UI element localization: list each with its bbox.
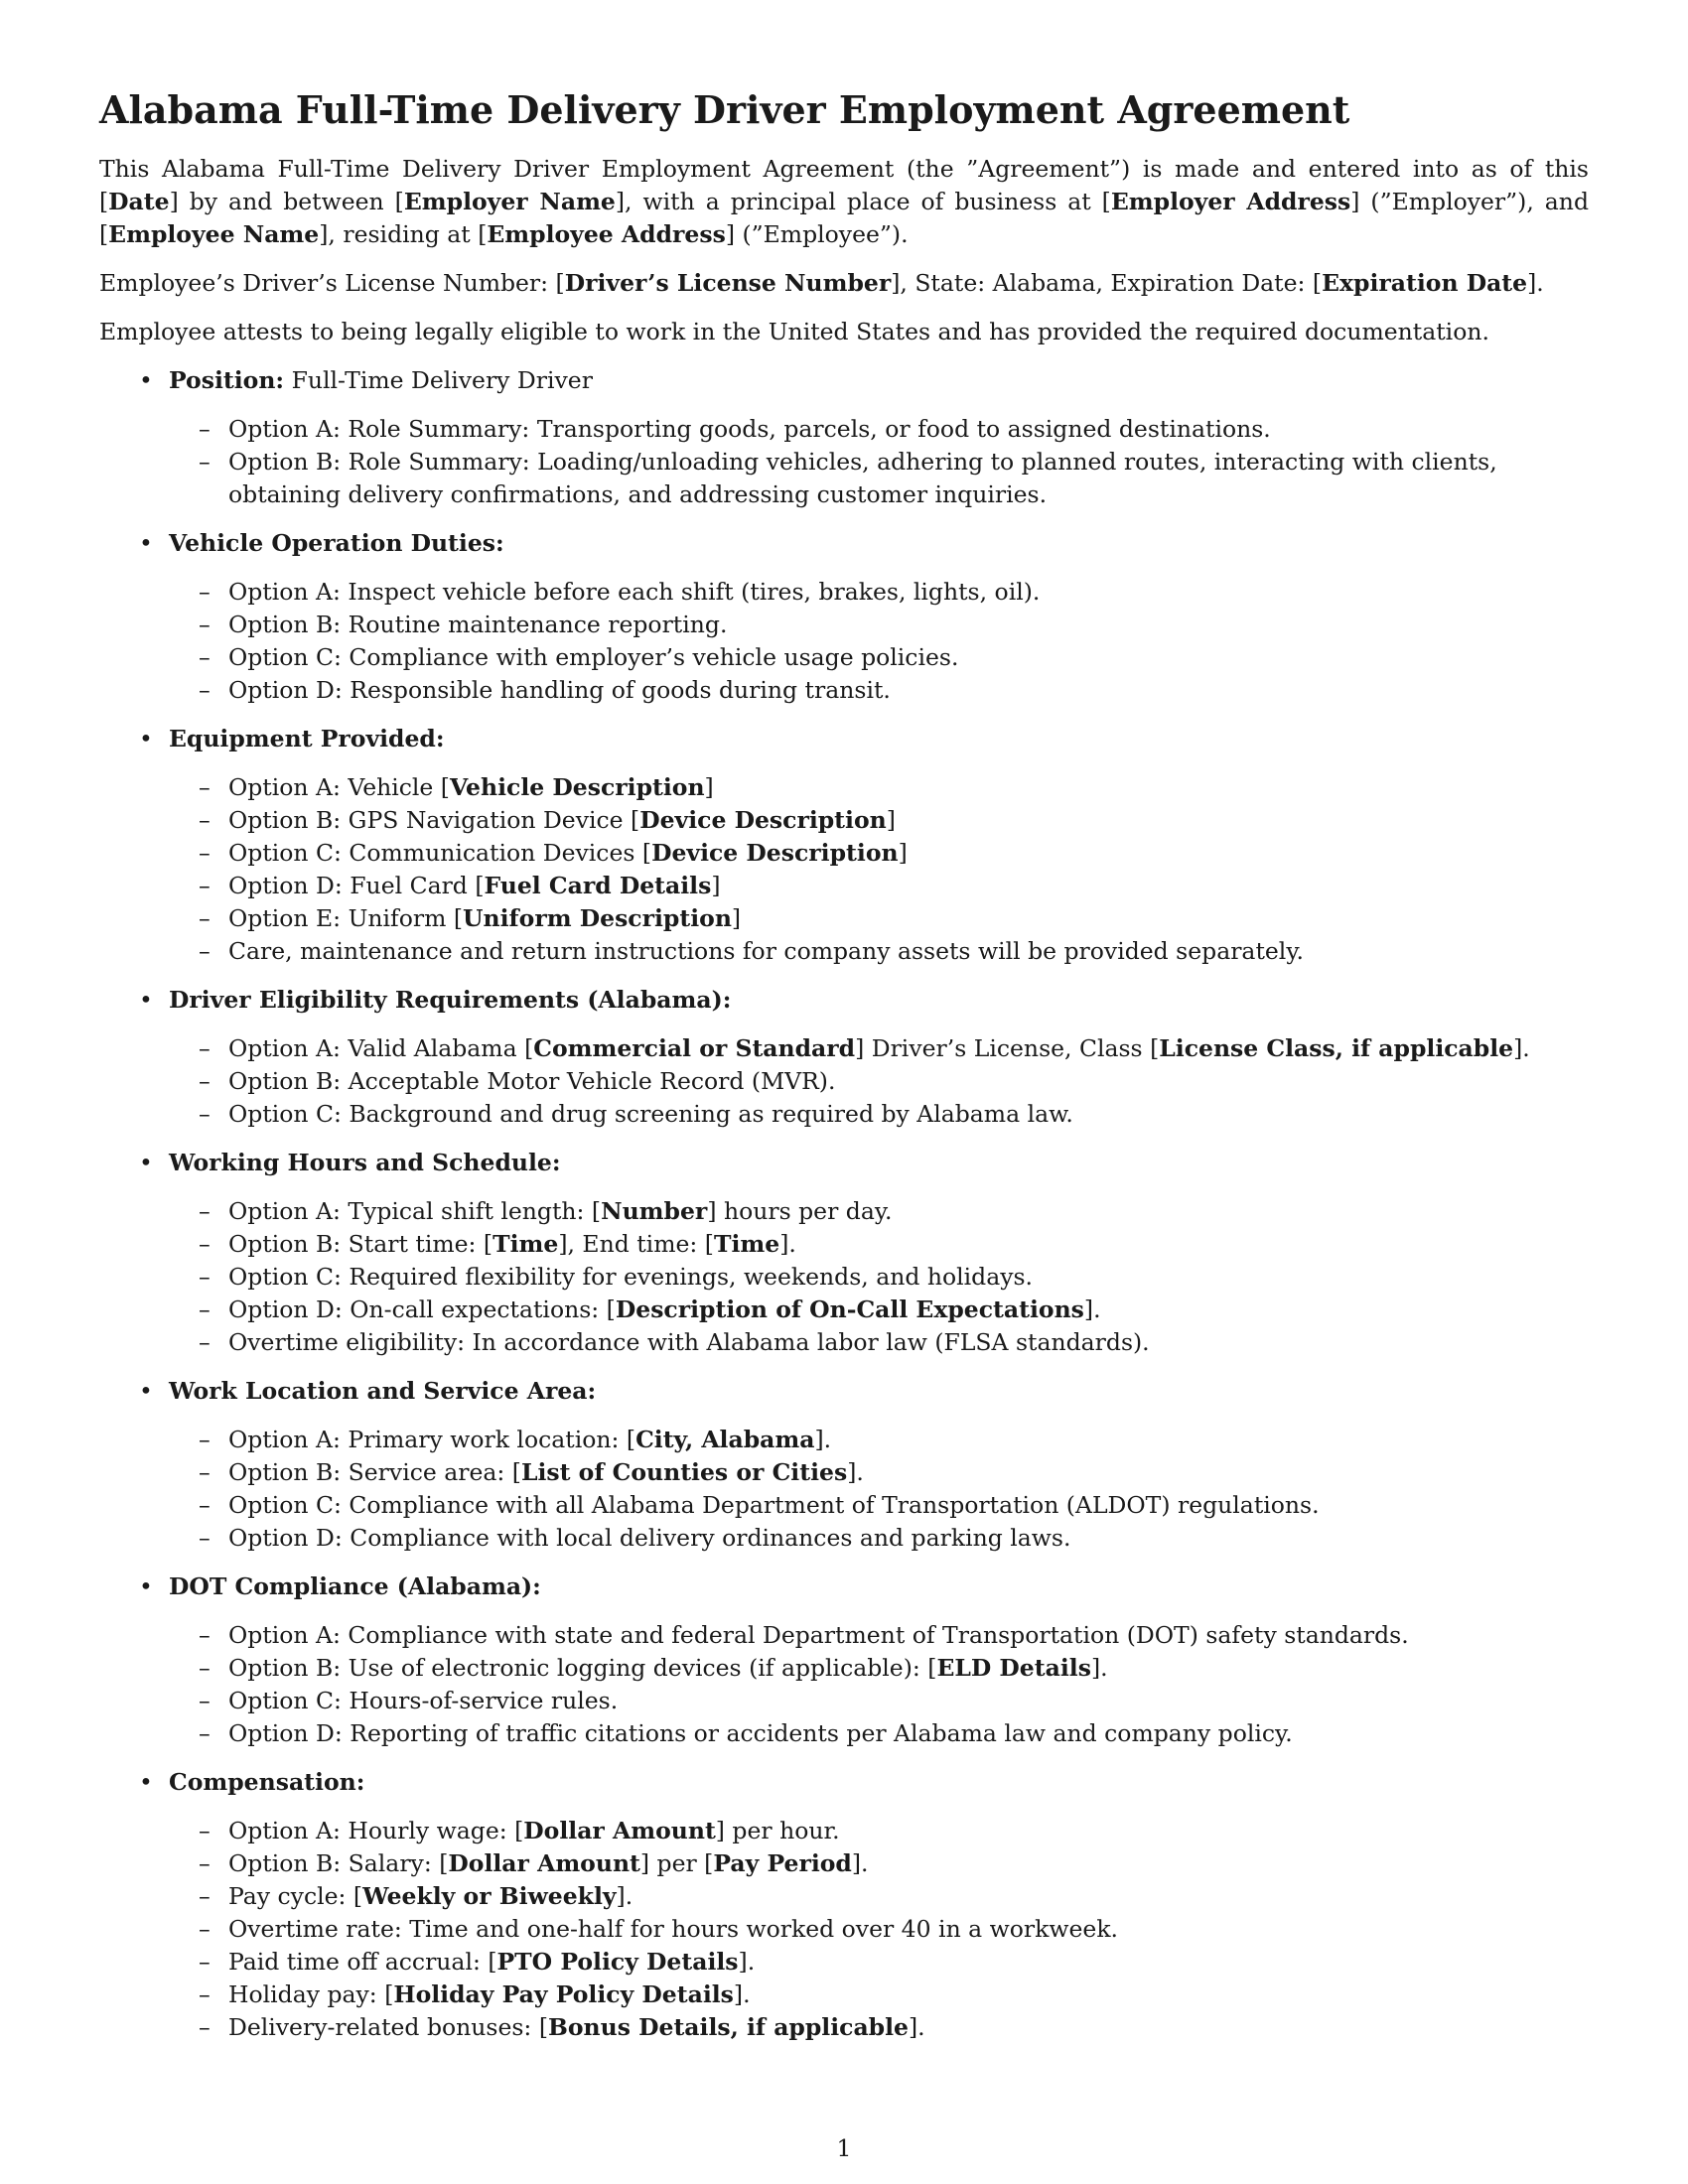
text-run: Option B: Use of electronic logging devices (if applicable): [ [228, 1654, 937, 1682]
text-run: Option C: Background and drug screening as required by Alabama law. [228, 1100, 1073, 1128]
dash-icon: – [199, 2013, 211, 2041]
dash-icon: – [199, 1687, 211, 1714]
text-run: Option C: Required flexibility for evenings, weekends, and holidays. [228, 1263, 1034, 1291]
placeholder-field: Driver’s License Number [564, 269, 892, 297]
placeholder-field: Time [713, 1230, 780, 1258]
option-item [169, 1946, 1589, 1979]
text-run: [ [99, 188, 109, 215]
text-run: ]. [1513, 1034, 1530, 1062]
option-item [169, 1195, 1589, 1228]
placeholder-field: ELD Details [936, 1654, 1091, 1682]
bullet-icon: • [139, 529, 153, 557]
text-run: Option A: Compliance with state and federal Department of Transportation (DOT) safety standards. [228, 1621, 1409, 1649]
text-run: Overtime rate: Time and one-half for hours worked over 40 in a workweek. [228, 1915, 1119, 1943]
placeholder-field: License Class, if applicable [1159, 1034, 1514, 1062]
bullet-icon: • [139, 1768, 153, 1796]
option-item [169, 1685, 1589, 1717]
section-item [99, 1766, 1589, 2044]
placeholder-field: Device Description [651, 839, 899, 867]
placeholder-field: Employer Address [1110, 188, 1351, 215]
text-run: Delivery-related bonuses: [ [228, 2013, 548, 2041]
text-run: Option B: Role Summary: Loading/unloading vehicles, adhering to planned routes, interacting with clients, obtaining delivery confirmations, and addressing customer inquiries. [228, 448, 1497, 508]
section-heading: DOT Compliance (Alabama): [169, 1572, 541, 1600]
text-run: ], End time: [ [558, 1230, 714, 1258]
option-item [169, 902, 1589, 935]
text-run: Option B: Salary: [ [228, 1849, 449, 1877]
dash-icon: – [199, 1067, 211, 1095]
placeholder-field: Description of On-Call Expectations [615, 1296, 1084, 1323]
document-page [99, 85, 1589, 2060]
text-run: Holiday pay: [ [228, 1980, 394, 2008]
text-run: Option B: GPS Navigation Device [ [228, 806, 640, 834]
placeholder-field: Pay Period [713, 1849, 852, 1877]
text-run: ]. [851, 1849, 869, 1877]
text-run: Option A: Hourly wage: [ [228, 1817, 524, 1844]
text-run: ]. [616, 1882, 633, 1910]
section-item [99, 1375, 1589, 1555]
dash-icon: – [199, 806, 211, 834]
text-run: ] hours per day. [707, 1197, 893, 1225]
option-item [169, 870, 1589, 902]
dash-icon: – [199, 1915, 211, 1943]
option-item [169, 837, 1589, 870]
option-item [169, 1913, 1589, 1946]
dash-icon: – [199, 415, 211, 443]
text-run: ] [711, 872, 721, 899]
text-run: ] (”Employee”). [725, 220, 909, 248]
placeholder-field: Holiday Pay Policy Details [393, 1980, 734, 2008]
text-run: Option E: Uniform [ [228, 904, 464, 932]
bullet-icon: • [139, 1149, 153, 1176]
text-run: ]. [847, 1458, 864, 1486]
option-item [169, 1294, 1589, 1326]
section-title [169, 1766, 1589, 1799]
placeholder-field: Vehicle Description [449, 773, 705, 801]
option-item [169, 1717, 1589, 1750]
option-item [169, 1619, 1589, 1652]
section-title [169, 1570, 1589, 1603]
dash-icon: – [199, 1263, 211, 1291]
text-run: ] [886, 806, 896, 834]
license-paragraph [99, 267, 1589, 300]
placeholder-field: City, Alabama [635, 1426, 815, 1453]
text-run: Option C: Communication Devices [ [228, 839, 652, 867]
option-item [169, 576, 1589, 609]
section-title [169, 1147, 1589, 1179]
text-run: Option C: Compliance with employer’s vehicle usage policies. [228, 643, 959, 671]
dash-icon: – [199, 611, 211, 638]
text-run: Option A: Inspect vehicle before each shift (tires, brakes, lights, oil). [228, 578, 1041, 606]
placeholder-field: Fuel Card Details [484, 872, 712, 899]
dash-icon: – [199, 937, 211, 965]
dash-icon: – [199, 1948, 211, 1976]
option-item [169, 1424, 1589, 1456]
intro-paragraph [99, 153, 1589, 251]
option-list [169, 1424, 1589, 1555]
section-item [99, 984, 1589, 1131]
eligibility-paragraph [99, 316, 1589, 348]
text-run: Option B: Service area: [ [228, 1458, 521, 1486]
option-item [169, 1815, 1589, 1847]
section-heading: Driver Eligibility Requirements (Alabama): [169, 986, 732, 1014]
text-run: ], with a principal place of business at [ [615, 188, 1111, 215]
option-item [169, 1522, 1589, 1555]
dash-icon: – [199, 1719, 211, 1747]
bullet-icon: • [139, 986, 153, 1014]
section-heading: Compensation: [169, 1768, 365, 1796]
text-run: ]. [909, 2013, 925, 2041]
placeholder-field: Dollar Amount [523, 1817, 716, 1844]
section-item [99, 364, 1589, 511]
text-run: ] per hour. [715, 1817, 840, 1844]
section-heading: Equipment Provided: [169, 725, 445, 752]
dash-icon: – [199, 773, 211, 801]
dash-icon: – [199, 1458, 211, 1486]
option-item [169, 935, 1589, 968]
bullet-icon: • [139, 1572, 153, 1600]
document-title: Alabama Full-Time Delivery Driver Employment Agreement [99, 87, 1350, 132]
placeholder-field: Time [492, 1230, 559, 1258]
section-item [99, 1570, 1589, 1750]
option-list [169, 413, 1589, 511]
text-run: Option B: Routine maintenance reporting. [228, 611, 728, 638]
text-run: ] per [ [639, 1849, 714, 1877]
option-item [169, 1098, 1589, 1131]
text-run: This Alabama Full-Time Delivery Driver Employment Agreement (the ”Agreement”) is made and entered into as of this [99, 155, 1589, 183]
dash-icon: – [199, 578, 211, 606]
text-run: ] by and between [ [169, 188, 404, 215]
dash-icon: – [199, 1817, 211, 1844]
section-item [99, 1147, 1589, 1359]
section-title [169, 364, 1589, 397]
placeholder-field: Number [601, 1197, 708, 1225]
option-list [169, 1032, 1589, 1131]
dash-icon: – [199, 676, 211, 704]
text-run: Employee’s Driver’s License Number: [ [99, 269, 565, 297]
section-title [169, 984, 1589, 1017]
section-heading: Work Location and Service Area: [169, 1377, 597, 1405]
option-item [169, 1979, 1589, 2011]
placeholder-field: Employee Address [487, 220, 726, 248]
option-item [169, 1032, 1589, 1065]
dash-icon: – [199, 1654, 211, 1682]
option-item [169, 1456, 1589, 1489]
text-run: Option A: Valid Alabama [ [228, 1034, 534, 1062]
option-item [169, 804, 1589, 837]
placeholder-field: PTO Policy Details [496, 1948, 739, 1976]
text-run: Paid time off accrual: [ [228, 1948, 497, 1976]
option-list [169, 1195, 1589, 1359]
text-run: Option D: On-call expectations: [ [228, 1296, 616, 1323]
dash-icon: – [199, 448, 211, 476]
text-run: ]. [1083, 1296, 1101, 1323]
section-heading: Working Hours and Schedule: [169, 1149, 561, 1176]
section-heading: Position: [169, 366, 285, 394]
text-run: Option C: Compliance with all Alabama Department of Transportation (ALDOT) regulations. [228, 1491, 1320, 1519]
placeholder-field: Commercial or Standard [533, 1034, 856, 1062]
text-run: ] (”Employer”), and [ [99, 188, 1589, 248]
option-item [169, 1489, 1589, 1522]
option-item [169, 1261, 1589, 1294]
dash-icon: – [199, 1328, 211, 1356]
bullet-icon: • [139, 366, 153, 394]
placeholder-field: Dollar Amount [448, 1849, 640, 1877]
text-run: ] Driver’s License, Class [ [855, 1034, 1160, 1062]
option-item [169, 1880, 1589, 1913]
dash-icon: – [199, 643, 211, 671]
dash-icon: – [199, 872, 211, 899]
text-run: Option A: Typical shift length: [ [228, 1197, 602, 1225]
text-run: ]. [1090, 1654, 1108, 1682]
dash-icon: – [199, 1849, 211, 1877]
option-list [169, 1619, 1589, 1750]
placeholder-field: Bonus Details, if applicable [548, 2013, 909, 2041]
dash-icon: – [199, 904, 211, 932]
text-run: Option D: Compliance with local delivery ordinances and parking laws. [228, 1524, 1071, 1552]
text-run: ] [704, 773, 714, 801]
dash-icon: – [199, 1882, 211, 1910]
text-run: Option A: Vehicle [ [228, 773, 450, 801]
text-run: ] [731, 904, 742, 932]
text-run: ]. [733, 1980, 751, 2008]
bullet-icon: • [139, 725, 153, 752]
option-item [169, 446, 1589, 511]
dash-icon: – [199, 1100, 211, 1128]
section-title [169, 1375, 1589, 1408]
text-run: Option C: Hours-of-service rules. [228, 1687, 619, 1714]
option-item [169, 641, 1589, 674]
dash-icon: – [199, 1621, 211, 1649]
option-list [169, 771, 1589, 968]
option-list [169, 576, 1589, 707]
text-run: ]. [738, 1948, 756, 1976]
section-title [169, 723, 1589, 755]
text-run: Option A: Primary work location: [ [228, 1426, 636, 1453]
dash-icon: – [199, 1491, 211, 1519]
text-run: Care, maintenance and return instructions for company assets will be provided separately. [228, 937, 1304, 965]
placeholder-field: Weekly or Biweekly [362, 1882, 617, 1910]
sections-list [99, 364, 1589, 2044]
page-number: 1 [836, 2134, 852, 2162]
dash-icon: – [199, 1296, 211, 1323]
text-run: Option D: Responsible handling of goods during transit. [228, 676, 891, 704]
option-list [169, 1815, 1589, 2044]
dash-icon: – [199, 1197, 211, 1225]
option-item [169, 2011, 1589, 2044]
text-run: ]. [1527, 269, 1544, 297]
text-run: Option A: Role Summary: Transporting goods, parcels, or food to assigned destinations. [228, 415, 1271, 443]
option-item [169, 1228, 1589, 1261]
text-run: ], residing at [ [319, 220, 488, 248]
placeholder-field: Employee Name [108, 220, 320, 248]
dash-icon: – [199, 1426, 211, 1453]
dash-icon: – [199, 1230, 211, 1258]
text-run: Employee attests to being legally eligible to work in the United States and has provided the required documentation. [99, 318, 1489, 345]
text-run: Option B: Start time: [ [228, 1230, 493, 1258]
text-run: Option B: Acceptable Motor Vehicle Record (MVR). [228, 1067, 836, 1095]
section-title [169, 527, 1589, 560]
placeholder-field: Employer Name [403, 188, 616, 215]
text-run: ]. [814, 1426, 832, 1453]
text-run: Option D: Fuel Card [ [228, 872, 485, 899]
dash-icon: – [199, 1980, 211, 2008]
bullet-icon: • [139, 1377, 153, 1405]
section-item [99, 723, 1589, 968]
option-item [169, 771, 1589, 804]
text-run: ]. [779, 1230, 796, 1258]
dash-icon: – [199, 1034, 211, 1062]
section-heading-value: Full-Time Delivery Driver [284, 366, 593, 394]
option-item [169, 1326, 1589, 1359]
option-item [169, 609, 1589, 641]
text-run: Overtime eligibility: In accordance with Alabama labor law (FLSA standards). [228, 1328, 1150, 1356]
dash-icon: – [199, 839, 211, 867]
placeholder-field: Date [108, 188, 170, 215]
option-item [169, 413, 1589, 446]
text-run: Option D: Reporting of traffic citations or accidents per Alabama law and company policy. [228, 1719, 1293, 1747]
text-run: ], State: Alabama, Expiration Date: [ [891, 269, 1323, 297]
text-run: Pay cycle: [ [228, 1882, 363, 1910]
placeholder-field: Device Description [639, 806, 887, 834]
placeholder-field: Expiration Date [1322, 269, 1528, 297]
section-item [99, 527, 1589, 707]
option-item [169, 1847, 1589, 1880]
option-item [169, 674, 1589, 707]
section-heading: Vehicle Operation Duties: [169, 529, 504, 557]
dash-icon: – [199, 1524, 211, 1552]
placeholder-field: Uniform Description [463, 904, 732, 932]
placeholder-field: List of Counties or Cities [520, 1458, 848, 1486]
text-run: ] [898, 839, 908, 867]
option-item [169, 1652, 1589, 1685]
option-item [169, 1065, 1589, 1098]
